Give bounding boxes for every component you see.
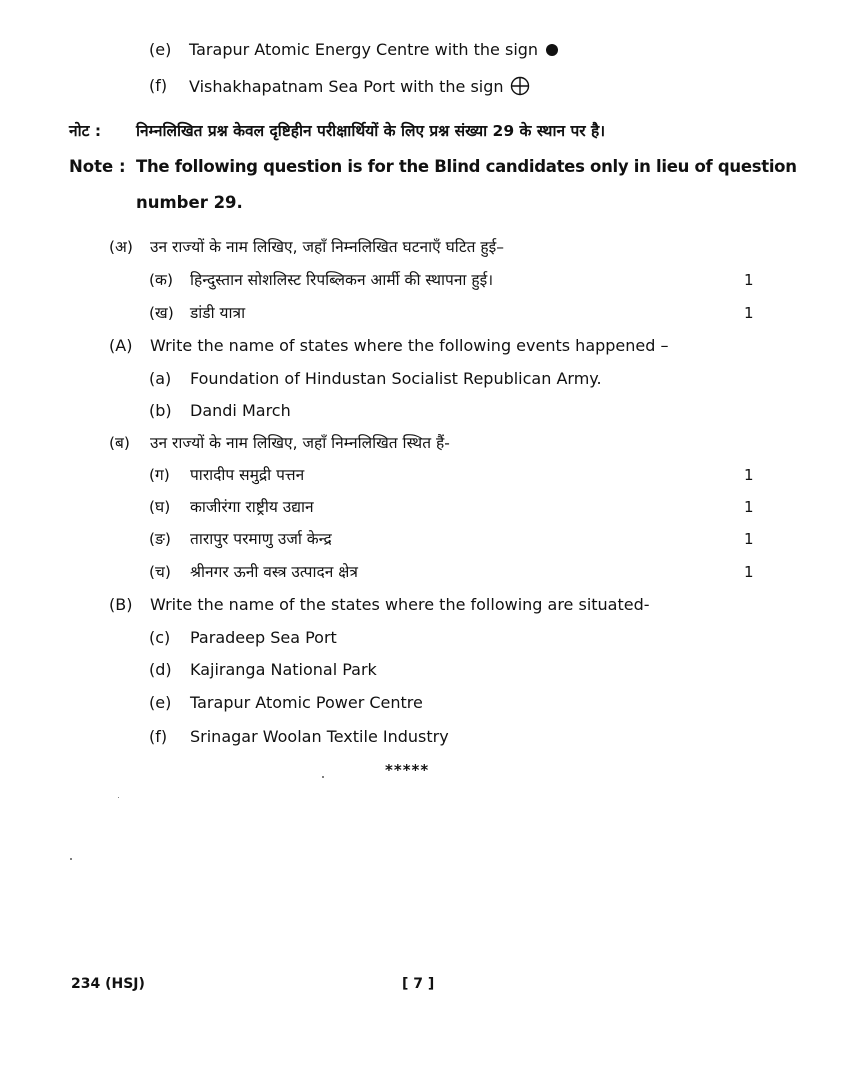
marks: 1 — [744, 563, 754, 581]
paper-code: 234 (HSJ) — [71, 976, 145, 992]
part-text: उन राज्यों के नाम लिखिए, जहाँ निम्नलिखित घटनाएँ घटित हुई– — [150, 238, 504, 256]
part-text: Write the name of states where the following events happened – — [150, 336, 669, 355]
item-text: काजीरंगा राष्ट्रीय उद्यान — [190, 498, 314, 516]
filled-circle-icon — [546, 44, 558, 56]
item-label: (क) — [149, 271, 173, 289]
marks: 1 — [744, 498, 754, 516]
item-label: (ग) — [149, 466, 170, 484]
item-text: Vishakhapatnam Sea Port with the sign — [189, 76, 530, 97]
item-text: पारादीप समुद्री पत्तन — [190, 466, 305, 484]
item-text: डांडी यात्रा — [190, 304, 246, 322]
marks: 1 — [744, 530, 754, 548]
part-label: (B) — [109, 595, 133, 614]
item-label: (c) — [149, 628, 171, 647]
note-text-line2: number 29. — [136, 193, 243, 212]
item-label: (f) — [149, 76, 168, 95]
part-label: (ब) — [109, 434, 130, 452]
item-text: Dandi March — [190, 401, 291, 420]
page-number: [ 7 ] — [402, 976, 435, 992]
item-text: हिन्दुस्तान सोशलिस्ट रिपब्लिकन आर्मी की स्थापना हुई। — [190, 271, 494, 289]
item-text: तारापुर परमाणु उर्जा केन्द्र — [190, 530, 332, 548]
note-label: Note : — [69, 157, 126, 176]
item-label: (f) — [149, 727, 168, 746]
part-label: (A) — [109, 336, 133, 355]
part-text: उन राज्यों के नाम लिखिए, जहाँ निम्नलिखित स्थित हैं- — [150, 434, 450, 452]
item-text: श्रीनगर ऊनी वस्त्र उत्पादन क्षेत्र — [190, 563, 358, 581]
item-text: Tarapur Atomic Power Centre — [190, 693, 423, 712]
part-text: Write the name of the states where the following are situated- — [150, 595, 650, 614]
item-label: (d) — [149, 660, 172, 679]
note-text-line1: The following question is for the Blind candidates only in lieu of question — [136, 157, 797, 176]
item-label: (ङ) — [149, 530, 171, 548]
marks: 1 — [744, 271, 754, 289]
marks: 1 — [744, 304, 754, 322]
item-text: Foundation of Hindustan Socialist Republican Army. — [190, 369, 602, 388]
item-label: (b) — [149, 401, 172, 420]
item-label: (e) — [149, 40, 172, 59]
scan-speck — [322, 776, 324, 778]
note-text: निम्नलिखित प्रश्न केवल दृष्टिहीन परीक्षार्थियों के लिए प्रश्न संख्या 29 के स्थान पर है। — [136, 122, 606, 140]
item-text: Srinagar Woolan Textile Industry — [190, 727, 449, 746]
item-text: Paradeep Sea Port — [190, 628, 337, 647]
part-label: (अ) — [109, 238, 133, 256]
item-label: (e) — [149, 693, 172, 712]
circle-cross-icon — [510, 76, 530, 96]
item-label: (ख) — [149, 304, 174, 322]
item-text: Tarapur Atomic Energy Centre with the sign — [189, 40, 558, 60]
note-label: नोट : — [69, 122, 102, 140]
scan-speck — [70, 858, 72, 860]
scan-speck — [118, 797, 119, 798]
end-mark: ***** — [385, 761, 430, 779]
item-label: (a) — [149, 369, 172, 388]
item-label: (च) — [149, 563, 171, 581]
marks: 1 — [744, 466, 754, 484]
item-label: (घ) — [149, 498, 171, 516]
item-text: Kajiranga National Park — [190, 660, 377, 679]
